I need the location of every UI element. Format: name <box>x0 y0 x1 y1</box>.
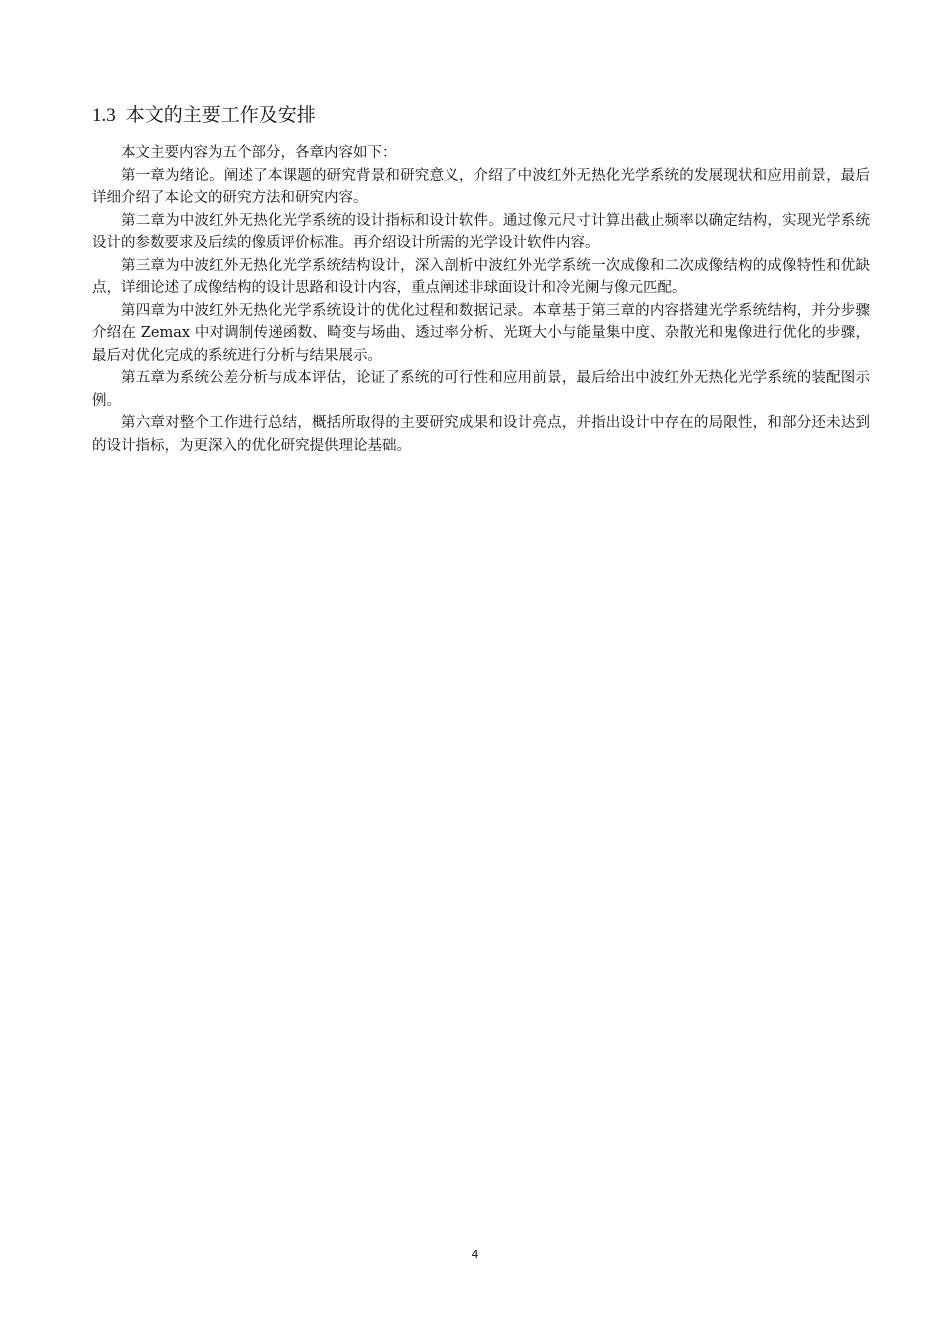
paragraph-chapter-5: 第五章为系统公差分析与成本评估，论证了系统的可行性和应用前景，最后给出中波红外无热化光学系统的装配图示例。 <box>92 370 870 409</box>
section-title: 本文的主要工作及安排 <box>125 104 316 126</box>
paragraph-chapter-3: 第三章为中波红外无热化光学系统结构设计，深入剖析中波红外光学系统一次成像和二次成像结构的成像特性和优缺点，详细论述了成像结构的设计思路和设计内容，重点阐述非球面设计和冷光阑与像元匹配。 <box>92 257 870 296</box>
paragraph-intro: 本文主要内容为五个部分，各章内容如下： <box>121 145 397 161</box>
body-text <box>92 142 870 457</box>
paragraph-chapter-1: 第一章为绪论。阐述了本课题的研究背景和研究意义，介绍了中波红外无热化光学系统的发展现状和应用前景，最后详细介绍了本论文的研究方法和研究内容。 <box>92 167 870 206</box>
section-number: 1.3 <box>92 105 116 126</box>
page-number: 4 <box>471 1248 479 1261</box>
paragraph-chapter-2: 第二章为中波红外无热化光学系统的设计指标和设计软件。通过像元尺寸计算出截止频率以确定结构，实现光学系统设计的参数要求及后续的像质评价标准。再介绍设计所需的光学设计软件内容。 <box>92 212 870 251</box>
paragraph-chapter-6: 第六章对整个工作进行总结，概括所取得的主要研究成果和设计亮点，并指出设计中存在的局限性，和部分还未达到的设计指标，为更深入的优化研究提供理论基础。 <box>92 415 870 454</box>
paragraph-chapter-4: 第四章为中波红外无热化光学系统设计的优化过程和数据记录。本章基于第三章的内容搭建光学系统结构，并分步骤介绍在 Zemax 中对调制传递函数、畸变与场曲、透过率分析、光斑大小与能量集中度、杂散光和鬼像进行优化的步骤，最后对优化完成的系统进行分析与结果展示。 <box>92 302 870 364</box>
section-heading <box>92 101 316 130</box>
